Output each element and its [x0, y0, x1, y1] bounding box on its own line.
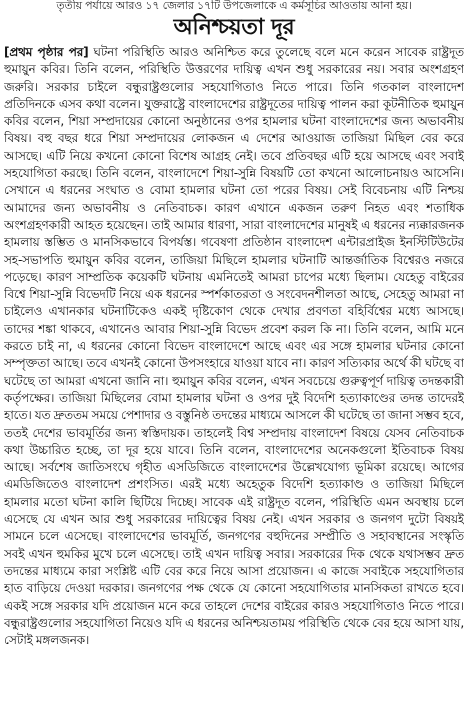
article-headline: অনিশ্চয়তা দূর	[173, 15, 295, 40]
article-body-text: ঘটনা পরিস্থিতি আরও অনিশ্চিত করে তুলেছে বলে মনে করেন সাবেক রাষ্ট্রদূত হুমায়ুন কবির। তিনি বলেন, পরিস্থিতি উত্তরণের দায়িত্ব এখন শুধু সরকারের নয়। সবার অংশগ্রহণ জরুরি। সরকার চাইলে বন্ধুরাষ্ট্রগুলোর সহযোগিতাও নিতে পারে। তিনি গতকাল বাংলাদেশ প্রতিদিনকে এসব কথা বলেন। যুক্তরাষ্ট্রে বাংলাদেশের রাষ্ট্রদূতের দায়িত্ব পালন করা কূটনীতিক হুমায়ুন কবির বলেন, শিয়া সম্প্রদায়ের কোনো অনুষ্ঠানের ওপর হামলার ঘটনা বাংলাদেশের জন্য অভাবনীয় বিষয়। বহু বছর ধরে শিয়া সম্প্রদায়ের লোকজন এ দেশের আওয়াজ তাজিয়া মিছিল বের করে আসছে। এটি নিয়ে কখনো কোনো বিশেষ আগ্রহ নেই। তবে প্রতিবছর এটি হয়ে আসছে এবং সবাই সহযোগিতা করছে। তিনি বলেন, বাংলাদেশে শিয়া-সুন্নি বিষয়টি তো কখনো আলোচনায়ও আসেনি। সেখানে এ ধরনের সংঘাত ও বোমা হামলার ঘটনা তো পরের বিষয়। সেই বিবেচনায় এটি নিশ্চয় আমাদের জন্য অভাবনীয় ও নেতিবাচক। কারণ এখানে একজন তরুণ নিহত এবং শতাধিক অংশগ্রহণকারী আহত হয়েছেন। তাই আমার ধারণা, সারা বাংলাদেশের মানুষই এ ধরনের ন্যক্কারজনক হামলায় স্তম্ভিত ও মানসিকভাবে বিপর্যস্ত। গবেষণা প্রতিষ্ঠান বাংলাদেশ এন্টারপ্রাইজ ইনস্টিটিউটের সহ-সভাপতি হুমায়ুন কবির বলেন, তাজিয়া মিছিলে হামলার ঘটনাটি আন্তর্জাতিক বিশ্বেরও নজরে পড়েছে। কারণ সাম্প্রতিক কয়েকটি ঘটনায় এমনিতেই আমরা চাপের মধ্যে ছিলাম। যেহেতু বাইরের বিশ্বে শিয়া-সুন্নি বিভেদটি নিয়ে এক ধরনের স্পর্শকাতরতা ও সংবেদনশীলতা আছে, সেহেতু আমরা না চাইলেও এখানকার ঘটনাটিকেও একই দৃষ্টিকোণ থেকে দেখার প্রবণতা বহির্বিশ্বের মধ্যে আসছে। তাদের শঙ্কা থাকবে, এখানেও আবার শিয়া-সুন্নি বিভেদ প্রবেশ করল কি না। তিনি বলেন, আমি মনে করতে চাই না, এ ধরনের কোনো বিভেদ বাংলাদেশে আছে এবং এর সঙ্গে হামলার ঘটনার কোনো সম্পৃক্ততা আছে। তবে এখনই কোনো উপসংহারে যাওয়া যাবে না। কারণ সত্যিকার অর্থে কী ঘটছে বা ঘটেছে তা আমরা এখনো জানি না। হুমায়ুন কবির বলেন, এখন সবচেয়ে গুরুত্বপূর্ণ দায়িত্ব তদন্তকারী কর্তৃপক্ষের। তাজিয়া মিছিলের বোমা হামলার ঘটনা ও ওপর দুই বিদেশি হত্যাকাণ্ডের তদন্ত তাদেরই হাতে। যত দ্রুততম সময়ে পেশাদার ও বস্তুনিষ্ঠ তদন্তের মাধ্যমে আসলে কী ঘটেছে তা জানা সম্ভব হবে, ততই দেশের ভাবমূর্তির জন্য স্বস্তিদায়ক। তাহলেই বিশ্ব সম্প্রদায় বাংলাদেশ বিষয়ে যেসব নেতিবাচক কথা উচ্চারিত হচ্ছে, তা দূর হয়ে যাবে। তিনি বলেন, বাংলাদেশের অনেকগুলো ইতিবাচক বিষয় আছে। সর্বশেষ জাতিসংঘে গৃহীত এসডিজিতে বাংলাদেশের উল্লেখযোগ্য ভূমিকা রয়েছে। আগের এমডিজিতেও বাংলাদেশ প্রশংসিত। এরই মধ্যে অহেতুক বিদেশি হত্যাকাণ্ড ও তাজিয়া মিছিলে হামলার মতো ঘটনা কালি ছিটিয়ে দিচ্ছে। সাবেক এই রাষ্ট্রদূত বলেন, পরিস্থিতি এমন অবস্থায় চলে এসেছে যে এখন আর শুধু সরকারের দায়িত্বের বিষয় নেই। এখন সরকার ও জনগণ দুটো বিষয়ই সামনে চলে এসেছে। বাংলাদেশের ভাবমূর্তি, জনগণের বহুদিনের সম্প্রীতি ও সহাবস্থানের সংস্কৃতি সবই এখন হুমকির মুখে চলে এসেছে। তাই এখন দায়িত্ব সবার। সরকারের দিক থেকে যথাসম্ভব দ্রুত তদন্তের মাধ্যমে কারা সংশ্লিষ্ট এটি বের করে নিয়ে আসা প্রয়োজন। এ কাজে সবাইকে সহযোগিতার হাত বাড়িয়ে দেওয়া দরকার। জনগণের পক্ষ থেকে যে কোনো সহযোগিতার মানসিকতা রাখতে হবে। একই সঙ্গে সরকার যদি প্রয়োজন মনে করে তাহলে দেশের বাইরের কারও সহযোগিতাও নিতে পারে। বন্ধুরাষ্ট্রগুলোর সহযোগিতা নিয়েও যদি এ ধরনের অনিশ্চয়তাময় পরিস্থিতি থেকে বের হয়ে আসা যায়, সেটাই মঙ্গলজনক।	[4, 45, 464, 648]
previous-article-tail: তৃতীয় পর্যায়ে আরও ১৭ জেলার ১৭টি উপজেলাকে এ কর্মসূচির আওতায় আনা হয়।	[56, 0, 412, 12]
continuation-label: [প্রথম পৃষ্ঠার পর]	[4, 45, 89, 59]
article-body	[4, 44, 464, 698]
